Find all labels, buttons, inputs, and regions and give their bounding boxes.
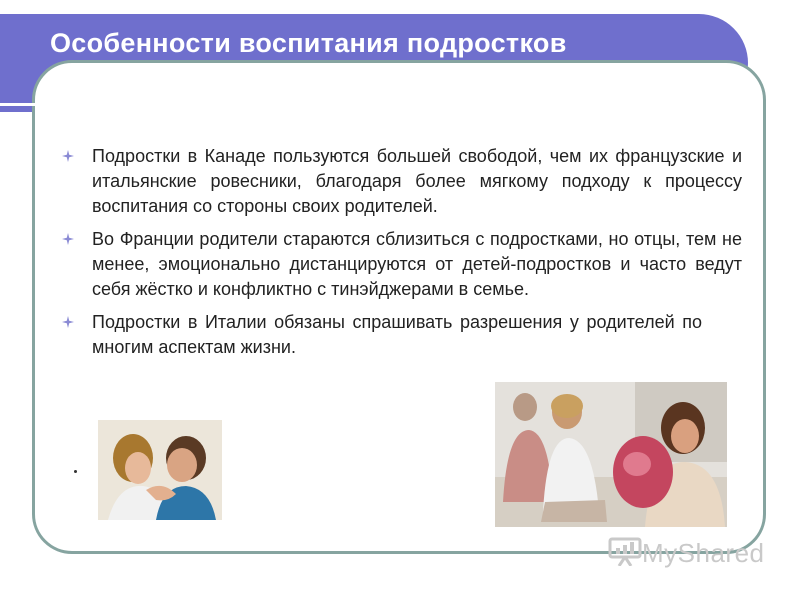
photo-family-on-sofa: [495, 382, 727, 527]
photo-mother-daughter: [98, 420, 222, 520]
stray-dot: [74, 470, 77, 473]
watermark-text: MyShared: [642, 538, 765, 568]
diamond-bullet-icon: [62, 227, 92, 250]
presentation-board-icon: [608, 536, 642, 571]
title-underline: [0, 103, 708, 106]
slide-title-line-2: в Канаде, Италии, Франции: [139, 65, 515, 95]
bullet-item: [62, 310, 742, 360]
diamond-bullet-icon: [62, 310, 92, 333]
bullet-item: [62, 144, 742, 219]
myshared-watermark: [608, 536, 765, 571]
bullet-item: [62, 227, 742, 302]
bullet-text: Подростки в Италии обязаны спрашивать разрешения у родителей по многим аспектам жизни.: [92, 312, 702, 357]
bullet-text: Подростки в Канаде пользуются большей свободой, чем их французские и итальянские ровесники, благодаря более мягкому подходу к процессу воспитания со стороны своих родителей.: [92, 146, 742, 216]
slide-title-line-1: Особенности воспитания подростков: [50, 28, 567, 58]
bullet-list: [62, 144, 742, 368]
diamond-bullet-icon: [62, 144, 92, 167]
bullet-text: Во Франции родители стараются сблизиться с подростками, но отцы, тем не менее, эмоционально дистанцируются от детей-подростков и часто ведут себя жёстко и конфликтно с тинэйджерами в семье.: [92, 229, 742, 299]
